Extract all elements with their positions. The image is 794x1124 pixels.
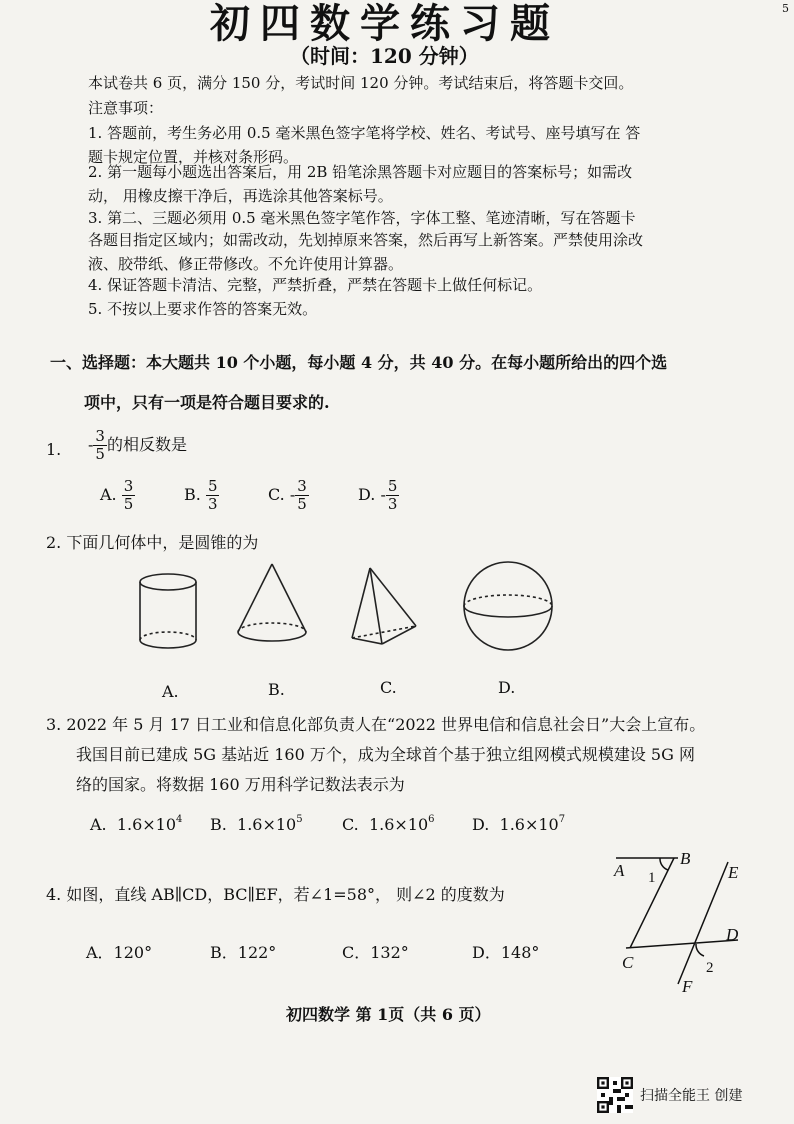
- q4-option-a: A．120°: [86, 943, 153, 962]
- notice-heading: 注意事项：: [88, 99, 164, 117]
- label-angle-2: 2: [706, 960, 714, 976]
- q3-stem-line: 3. 2022 年 5 月 17 日工业和信息化部负责人在“2022 世界电信和信息社会日”大会上宣布。: [46, 715, 706, 734]
- q1-option-b: B. $\frac{5}{3}$: [184, 477, 218, 513]
- q4-stem: 4. 如图，直线 AB∥CD，BC∥EF，若∠1=58°， 则∠2 的度数为: [46, 885, 505, 904]
- notice-line: 3. 第二、三题必须用 0.5 毫米黑色签字笔作答，字体工整、笔迹清晰，写在答题卡: [88, 209, 636, 227]
- exam-duration: （时间：120 分钟）: [290, 44, 479, 68]
- corner-mark: 5: [782, 2, 789, 15]
- q3-option-b: B. $1.6\times 10^5$: [210, 814, 303, 834]
- section-heading: 一、选择题：本大题共 10 个小题，每小题 4 分，共 40 分。在每小题所给出的四个选: [50, 353, 668, 372]
- page-title: 初四数学练习题: [210, 0, 560, 47]
- q1-option-a: A. $\frac{3}{5}$: [100, 477, 134, 513]
- q4-option-d: D．148°: [472, 943, 540, 962]
- label-e: E: [728, 863, 739, 882]
- q3-option-c: C. $1.6\times 10^6$: [342, 814, 435, 834]
- q1-text: 的相反数是: [106, 435, 187, 454]
- section-heading-cont: 项中，只有一项是符合题目要求的.: [84, 393, 330, 412]
- label-b: B: [680, 849, 691, 868]
- q3-stem-line: 络的国家。将数据 160 万用科学记数法表示为: [76, 775, 405, 794]
- angle-1-arc: [660, 858, 668, 870]
- notice-line: 4. 保证答题卡清洁、完整，严禁折叠，严禁在答题卡上做任何标记。: [88, 276, 543, 294]
- q1-number: 1.: [46, 440, 62, 459]
- q4-option-c: C．132°: [342, 943, 409, 962]
- label-d: D: [726, 925, 739, 944]
- q1-neg-sign: -: [88, 435, 94, 454]
- q2-label-b: B.: [268, 680, 285, 699]
- notice-line: 2. 第一题每小题选出答案后，用 2B 铅笔涂黑答题卡对应题目的答案标号；如需改: [88, 163, 633, 181]
- pyramid-shape: [352, 568, 416, 644]
- q2-solids-figure: [120, 560, 560, 670]
- q3-option-d: D. $1.6\times 10^7$: [472, 814, 566, 834]
- label-c: C: [622, 953, 634, 972]
- q2-label-d: D.: [498, 678, 516, 697]
- sphere-shape: [464, 562, 552, 650]
- q3-stem-line: 我国目前已建成 5G 基站近 160 万个，成为全球首个基于独立组网模式规模建设 5G 网: [76, 745, 695, 764]
- cone-shape: [238, 564, 306, 641]
- q1-option-d: D. - $\frac{5}{3}$: [358, 477, 398, 513]
- q4-geometry-figure: [608, 848, 768, 998]
- label-a: A: [614, 861, 625, 880]
- notice-line: 1. 答题前，考生务必用 0.5 毫米黑色签字笔将学校、姓名、考试号、座号填写在 答: [88, 124, 641, 142]
- notice-line: 液、胶带纸、修正带修改。不允许使用计算器。: [88, 255, 404, 273]
- notice-intro: 本试卷共 6 页，满分 150 分，考试时间 120 分钟。考试结束后，将答题卡交回。: [88, 74, 634, 92]
- q2-label-c: C.: [380, 678, 397, 697]
- q1-option-c: C. - $\frac{3}{5}$: [268, 477, 307, 513]
- notice-line: 各题目指定区域内；如需改动，先划掉原来答案，然后再写上新答案。严禁使用涂改: [88, 231, 644, 249]
- q4-option-b: B．122°: [210, 943, 277, 962]
- scanner-watermark: 扫描全能王 创建: [640, 1088, 743, 1104]
- notice-line: 5. 不按以上要求作答的答案无效。: [88, 300, 318, 318]
- angle-2-arc: [696, 944, 704, 956]
- q3-option-a: A. $1.6\times 10^4$: [90, 814, 183, 834]
- q1-stem: [88, 428, 187, 463]
- label-angle-1: 1: [648, 870, 656, 886]
- page-footer: 初四数学 第 1页（共 6 页）: [286, 1005, 491, 1024]
- notice-line: 动， 用橡皮擦干净后，再选涂其他答案标号。: [88, 187, 393, 205]
- label-f: F: [682, 977, 693, 996]
- q1-fraction: $\frac{3}{5}$: [95, 427, 105, 463]
- qr-code-icon: [597, 1077, 633, 1113]
- q2-stem: 2. 下面几何体中，是圆锥的为: [46, 533, 259, 552]
- line-cd: [626, 940, 738, 948]
- notice-line: 题卡规定位置，并核对条形码。: [88, 148, 299, 166]
- q2-label-a: A.: [162, 682, 179, 701]
- line-ef: [678, 862, 728, 984]
- cylinder-shape: [140, 574, 196, 648]
